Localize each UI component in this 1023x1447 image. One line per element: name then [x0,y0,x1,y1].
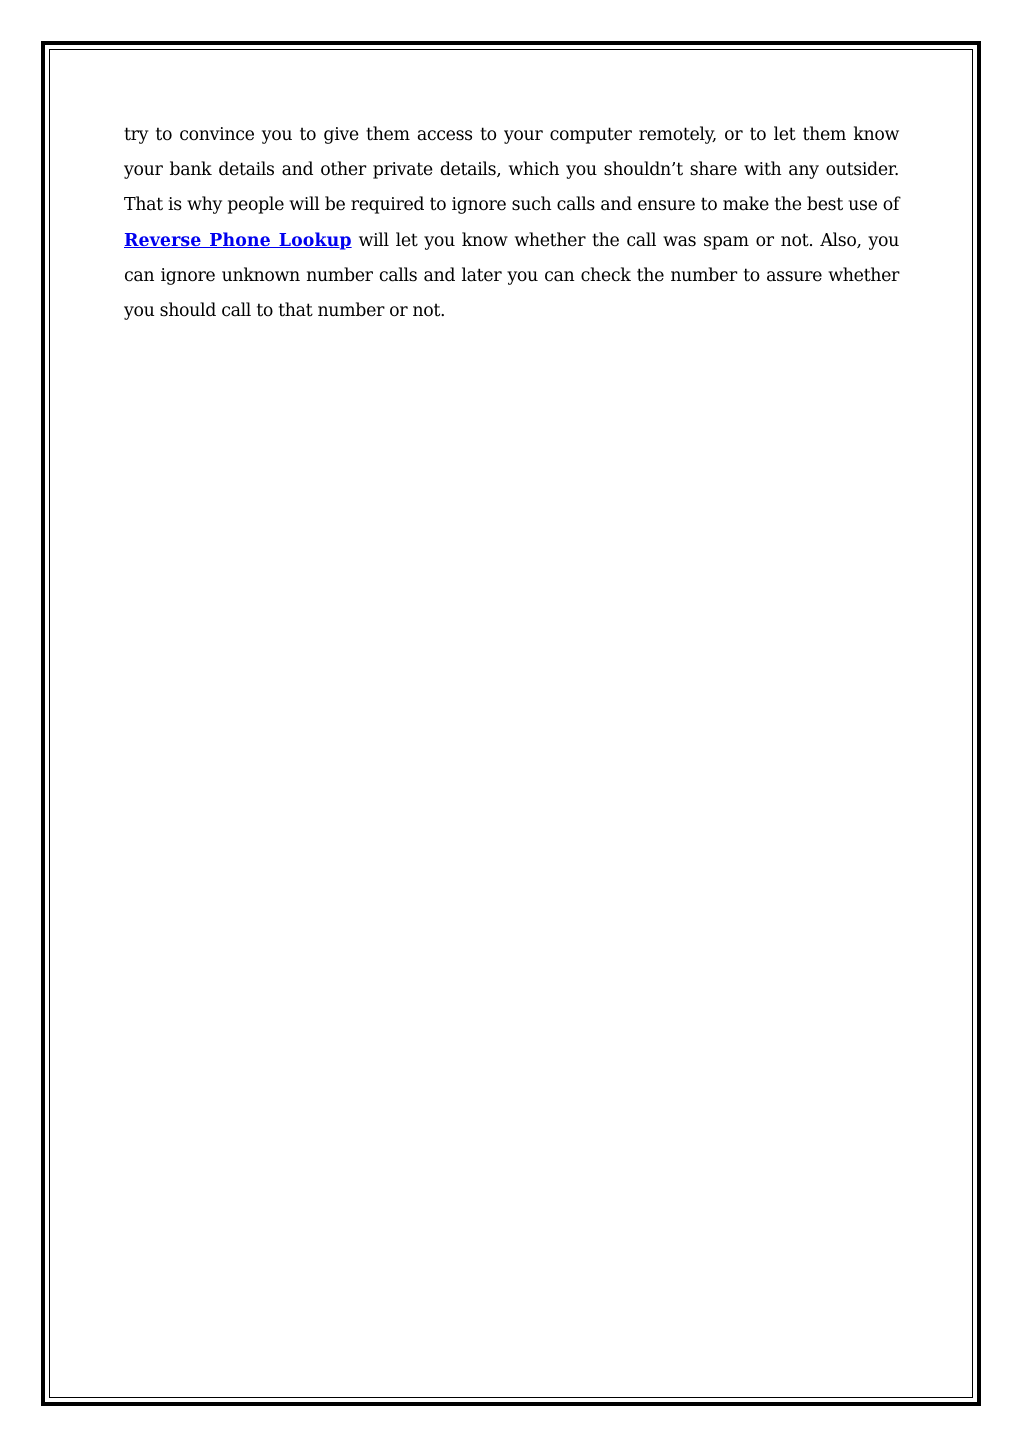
paragraph-text-before-link: try to convince you to give them access to your computer remotely, or to let them know your bank details and other private details, which you shouldn’t share with any outsider. That is why people will be required to ignore such calls and ensure to make the best use of [124,125,899,216]
paragraph-text-after-link: will let you know whether the call was spam or not. Also, you can ignore unknown number calls and later you can check the number to assure whether you should call to that number or not. [124,230,900,322]
reverse-phone-lookup-link[interactable]: Reverse Phone Lookup [124,230,352,251]
body-paragraph [124,118,899,329]
